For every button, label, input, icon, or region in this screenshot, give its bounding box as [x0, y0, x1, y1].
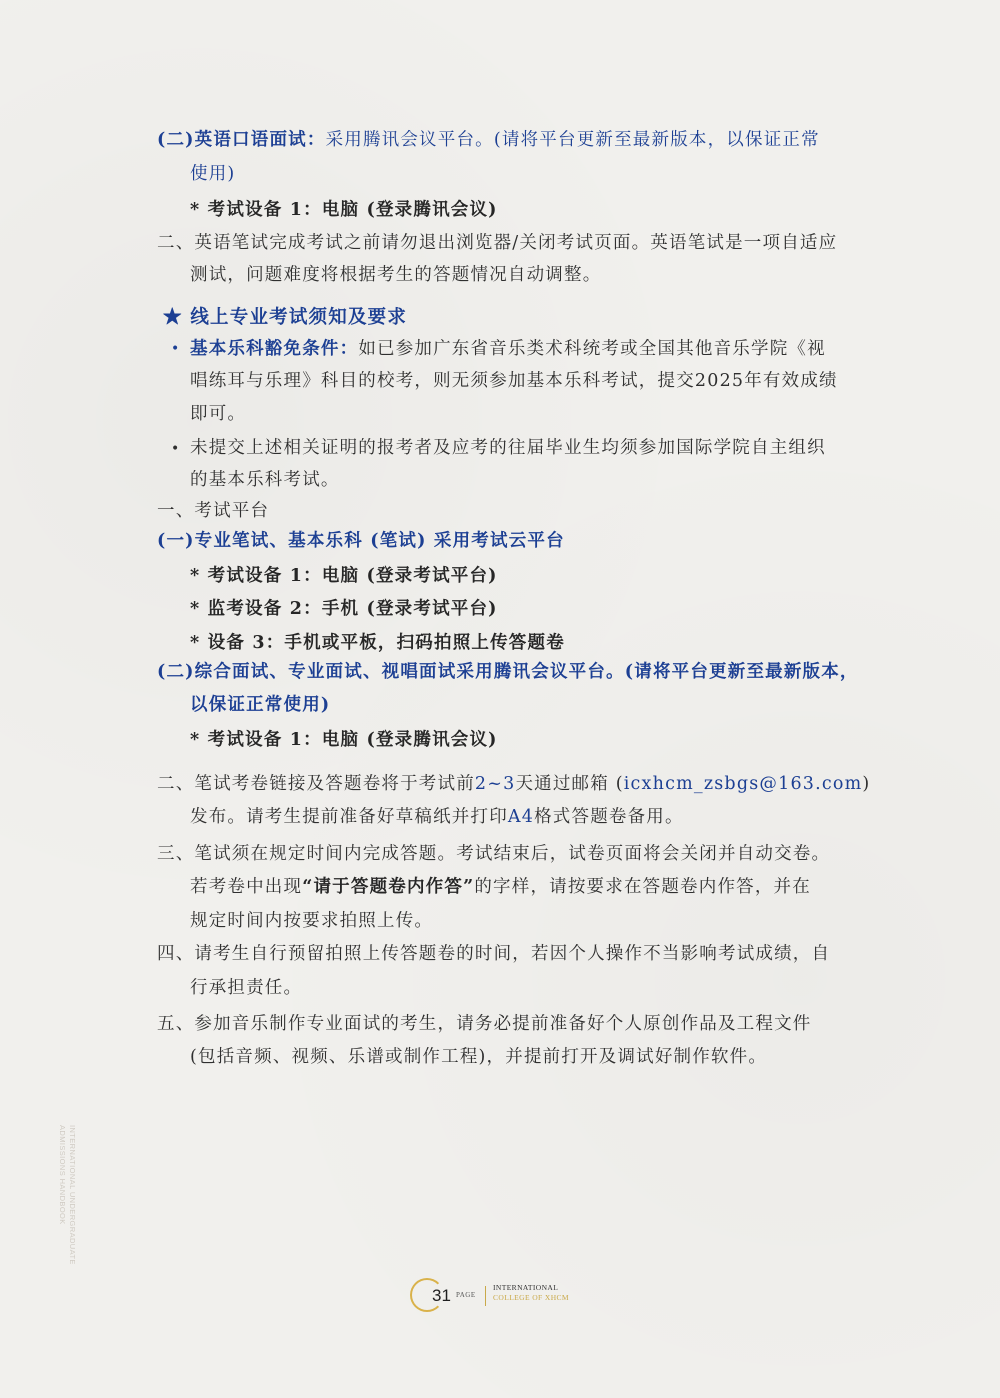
item2-days: 2~3: [474, 774, 516, 794]
item3-line2: [190, 876, 811, 898]
bullet-dot: •: [171, 441, 180, 457]
written-test-para-line1: 二、英语笔试完成考试之前请勿退出浏览器/关闭考试页面。英语笔试是一项自适应: [157, 233, 838, 253]
item2-text-a: 二、笔试考卷链接及答题卷将于考试前: [157, 774, 475, 794]
sub2-device1: * 考试设备 1：电脑 (登录腾讯会议): [190, 730, 498, 750]
bullet2-line1: 未提交上述相关证明的报考者及应考的往届毕业生均须参加国际学院自主组织: [190, 438, 826, 458]
bullet1-line2: 唱练耳与乐理》科目的校考，则无须参加基本乐科考试，提交2025年有效成绩: [190, 371, 838, 391]
page-number: 31: [432, 1286, 451, 1305]
email-link[interactable]: icxhcm_zsbgs@163.com: [623, 774, 863, 794]
item3-l2-a: 若考卷中出现: [190, 877, 303, 897]
item2-l2-c: 格式答题卷备用。: [534, 807, 684, 827]
oral-interview-text: 采用腾讯会议平台。(请将平台更新至最新版本，以保证正常: [325, 130, 820, 150]
sub2-heading-line2: 以保证正常使用): [190, 695, 331, 715]
item4-line1: 四、请考生自行预留拍照上传答题卷的时间，若因个人操作不当影响考试成绩，自: [157, 944, 831, 964]
item3-l2-c: 的字样，请按要求在答题卷内作答，并在: [474, 877, 811, 897]
oral-device-1: * 考试设备 1：电脑 (登录腾讯会议): [190, 200, 498, 220]
item3-line3: 规定时间内按要求拍照上传。: [190, 911, 434, 931]
item5-line2: (包括音频、视频、乐谱或制作工程)，并提前打开及调试好制作软件。: [190, 1047, 768, 1067]
bullet1-label: 基本乐科豁免条件：: [190, 339, 359, 359]
bullet2-line2: 的基本乐科考试。: [190, 470, 340, 490]
item2-line2: [190, 806, 684, 828]
item3-quote: “请于答题卷内作答”: [302, 877, 475, 897]
bullet-dot: •: [171, 341, 180, 357]
college-line1: INTERNATIONAL: [493, 1283, 559, 1292]
section-heading: ★ 线上专业考试须知及要求: [163, 307, 408, 328]
bullet1-line1: [190, 338, 826, 360]
page-word: PAGE: [456, 1291, 476, 1299]
item2-line1: [157, 773, 870, 795]
item4-line2: 行承担责任。: [190, 978, 303, 998]
side-line2: ADMISSIONS HANDBOOK: [58, 1125, 67, 1225]
sub1-device1: * 考试设备 1：电脑 (登录考试平台): [190, 566, 498, 586]
item1-exam-platform: 一、考试平台: [157, 501, 270, 521]
oral-interview-line2: 使用): [190, 164, 236, 184]
side-handbook-label: [57, 1125, 77, 1265]
college-line2: COLLEGE OF XHCM: [493, 1293, 570, 1302]
item2-text-c: 天通过邮箱 (: [515, 774, 624, 794]
oral-interview-line1: [157, 129, 820, 151]
item2-a4: A4: [507, 807, 535, 827]
item2-l2-a: 发布。请考生提前准备好草稿纸并打印: [190, 807, 508, 827]
bullet1-line3: 即可。: [190, 404, 247, 424]
sub1-device3: * 设备 3：手机或平板，扫码拍照上传答题卷: [190, 633, 565, 653]
side-line1: INTERNATIONAL UNDERGRADUATE: [68, 1125, 77, 1265]
footer-divider: [485, 1286, 486, 1306]
written-test-para-line2: 测试，问题难度将根据考生的答题情况自动调整。: [190, 265, 602, 285]
bullet1-text: 如已参加广东省音乐类术科统考或全国其他音乐学院《视: [358, 339, 826, 359]
sub1-heading: (一)专业笔试、基本乐科 (笔试) 采用考试云平台: [157, 531, 565, 551]
sub2-heading-line1: (二)综合面试、专业面试、视唱面试采用腾讯会议平台。(请将平台更新至最新版本，: [157, 662, 859, 682]
sub1-device2: * 监考设备 2：手机 (登录考试平台): [190, 599, 498, 619]
page-footer: [410, 1278, 610, 1314]
oral-interview-label: (二)英语口语面试：: [157, 130, 326, 150]
college-name: [493, 1283, 569, 1303]
item2-text-d: ): [862, 774, 871, 794]
item3-line1: 三、笔试须在规定时间内完成答题。考试结束后，试卷页面将会关闭并自动交卷。: [157, 844, 831, 864]
item5-line1: 五、参加音乐制作专业面试的考生，请务必提前准备好个人原创作品及工程文件: [157, 1014, 812, 1034]
